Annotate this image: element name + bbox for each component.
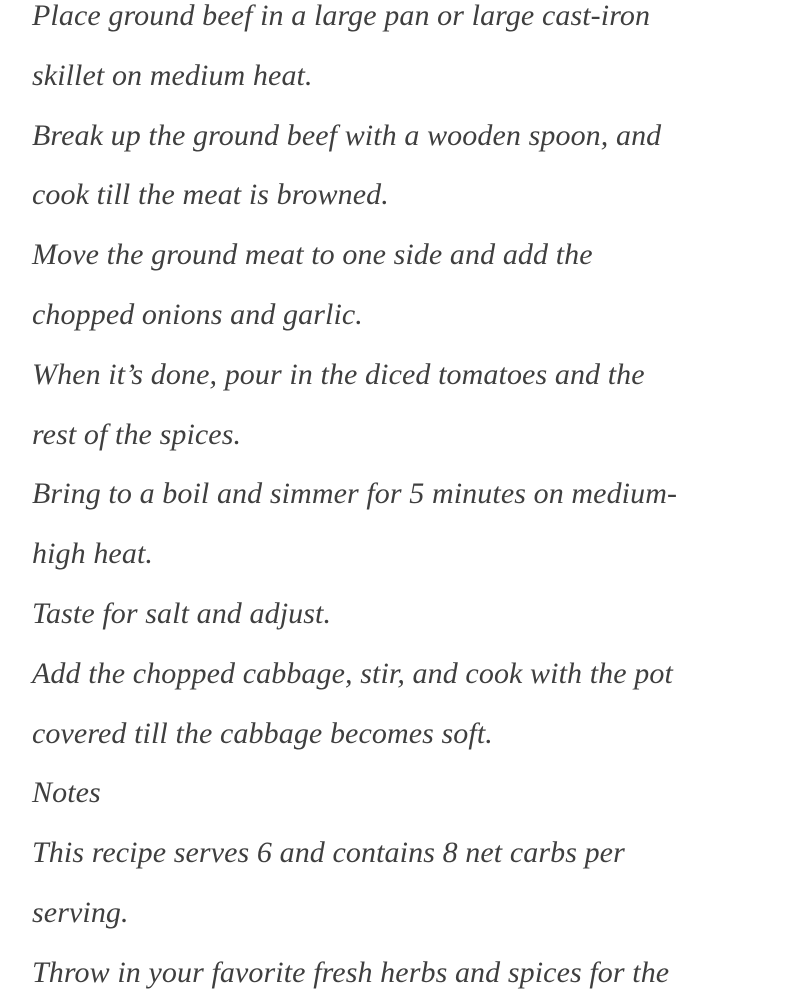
text-line: high heat. xyxy=(32,537,153,571)
text-line: Throw in your favorite fresh herbs and spices for the xyxy=(32,955,670,989)
note-item xyxy=(32,943,782,1003)
text-line: Taste for salt and adjust. xyxy=(32,596,332,630)
instruction-step xyxy=(32,644,782,764)
text-line: covered till the cabbage becomes soft. xyxy=(32,716,493,750)
text-line: When it’s done, pour in the diced tomatoes and the xyxy=(32,357,645,391)
text-line: Place ground beef in a large pan or large cast-iron xyxy=(32,0,651,32)
instruction-step xyxy=(32,0,782,106)
text-line: serving. xyxy=(32,895,129,929)
instruction-step xyxy=(32,464,782,584)
text-line: This recipe serves 6 and contains 8 net carbs per xyxy=(32,836,625,870)
instruction-step xyxy=(32,345,782,465)
note-item xyxy=(32,823,782,943)
recipe-text xyxy=(32,0,782,1003)
instruction-step xyxy=(32,584,782,644)
notes-heading xyxy=(32,763,782,823)
text-line: skillet on medium heat. xyxy=(32,58,313,92)
notes-heading-text: Notes xyxy=(32,776,101,810)
text-line: Break up the ground beef with a wooden spoon, and xyxy=(32,118,662,152)
text-line: rest of the spices. xyxy=(32,417,242,451)
text-line: cook till the meat is browned. xyxy=(32,178,389,212)
instruction-step xyxy=(32,225,782,345)
text-line: Bring to a boil and simmer for 5 minutes on medium- xyxy=(32,477,678,511)
instruction-step xyxy=(32,106,782,226)
text-line: Add the chopped cabbage, stir, and cook with the pot xyxy=(32,656,673,690)
text-line: chopped onions and garlic. xyxy=(32,297,363,331)
text-line: Move the ground meat to one side and add the xyxy=(32,238,593,272)
